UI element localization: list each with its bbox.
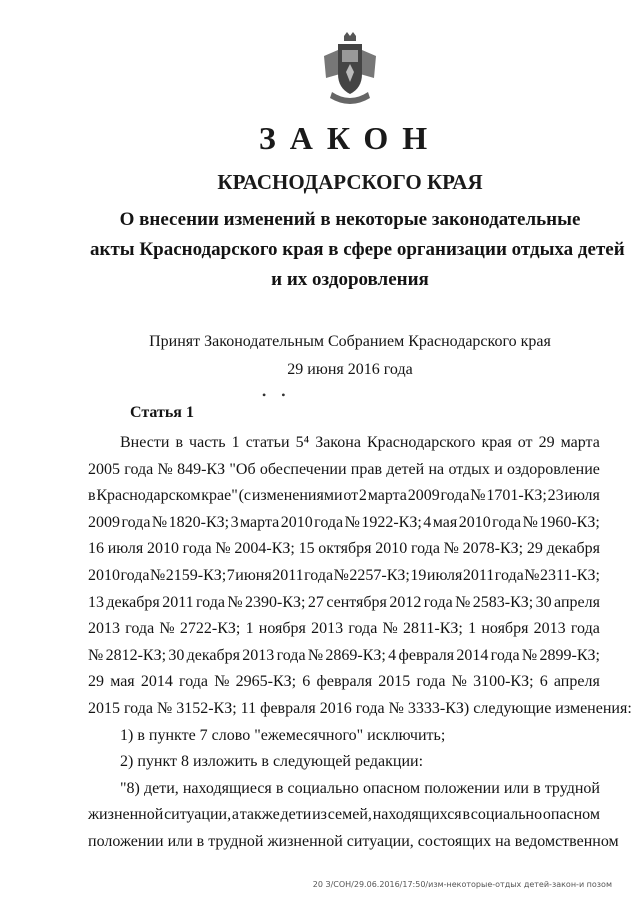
- decorative-dots: • •: [262, 388, 292, 402]
- article-line: № 2812-КЗ; 30 декабря 2013 года № 2869-КЗ; 4 февраля 2014 года № 2899-КЗ;: [88, 646, 600, 664]
- krasnodar-coat-of-arms-icon: [318, 30, 382, 110]
- adoption-info: [0, 328, 640, 384]
- law-name-line: и их оздоровления: [271, 269, 429, 290]
- article-line: 16 июля 2010 года № 2004-КЗ; 15 октября 2010 года № 2078-КЗ; 29 декабря: [88, 540, 600, 558]
- law-name-line: акты Краснодарского края в сфере организации отдыха детей: [90, 239, 625, 260]
- law-name: [90, 205, 625, 295]
- article-body: [88, 430, 632, 856]
- article-line: 2013 года № 2722-КЗ; 1 ноября 2013 года № 2811-КЗ; 1 ноября 2013 года: [88, 620, 600, 638]
- article-line: 2009 года № 1820-КЗ; 3 марта 2010 года № 1922-КЗ; 4 мая 2010 года № 1960-КЗ;: [88, 513, 600, 531]
- article-line: 2) пункт 8 изложить в следующей редакции:: [120, 753, 424, 771]
- article-line: 2010 года № 2159-КЗ; 7 июня 2011 года № 2257-КЗ; 19 июля 2011 года № 2311-КЗ;: [88, 566, 600, 584]
- adopted-by: Принят Законодательным Собранием Краснодарского края: [149, 333, 551, 350]
- article-line: Внести в часть 1 статьи 5⁴ Закона Краснодарского края от 29 марта: [120, 434, 600, 451]
- article-line: 1) в пункте 7 слово "ежемесячного" исключить;: [120, 726, 446, 744]
- law-name-line: О внесении изменений в некоторые законодательные: [119, 209, 581, 230]
- article-line: положении или в трудной жизненной ситуации, состоящих на ведомственном: [88, 832, 619, 850]
- article-line: 2005 года № 849-КЗ "Об обеспечении прав детей на отдых и оздоровление: [88, 460, 600, 478]
- article-line: 29 мая 2014 года № 2965-КЗ; 6 февраля 2015 года № 3100-КЗ; 6 апреля: [88, 673, 600, 691]
- adopted-date: 29 июня 2016 года: [287, 361, 413, 378]
- document-subtitle: КРАСНОДАРСКОГО КРАЯ: [217, 170, 483, 194]
- article-line: жизненной ситуации, а также дети из семей, находящихся в социально опасном: [88, 806, 600, 824]
- article-line: 2015 года № 3152-КЗ; 11 февраля 2016 года № 3333-КЗ) следующие изменения:: [88, 699, 632, 717]
- footer-filename: 20 З/СОН/29.06.2016/17:50/изм-некоторые-отдых детей-закон-и позом: [312, 880, 612, 889]
- article-title: Статья 1: [130, 404, 194, 421]
- article-line: 13 декабря 2011 года № 2390-КЗ; 27 сентября 2012 года № 2583-КЗ; 30 апреля: [88, 593, 600, 611]
- article-line: "8) дети, находящиеся в социально опасном положении или в трудной: [120, 779, 600, 797]
- article-line: в Краснодарском крае" (с изменениями от 2 марта 2009 года № 1701-КЗ; 23 июля: [88, 487, 600, 505]
- document-title: ЗАКОН: [258, 120, 442, 156]
